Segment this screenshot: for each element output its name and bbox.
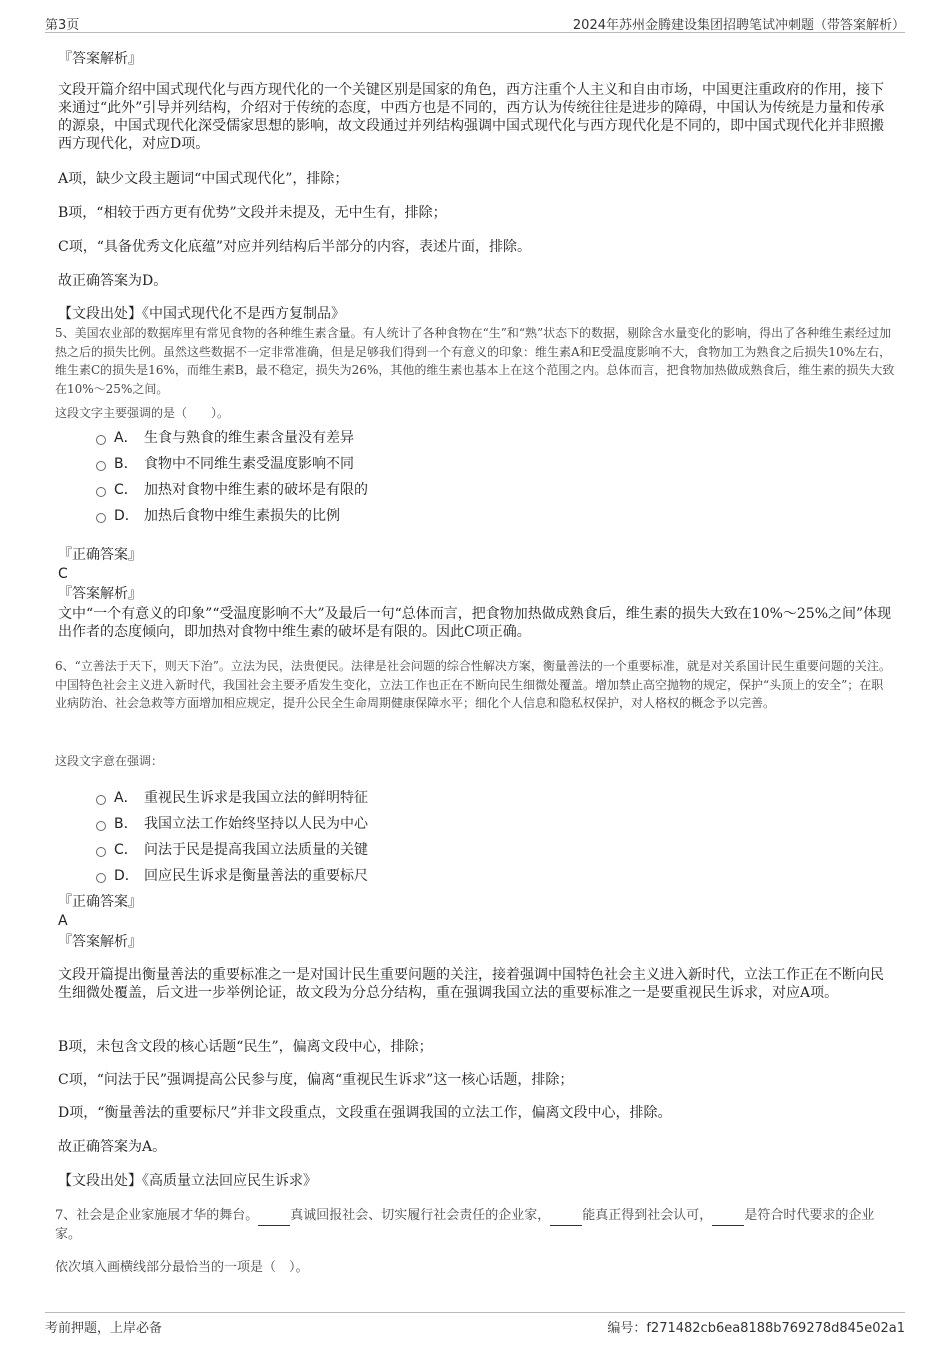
radio-icon[interactable] (96, 435, 106, 445)
radio-icon[interactable] (96, 847, 106, 857)
radio-icon[interactable] (96, 821, 106, 831)
blank-1 (258, 1207, 290, 1226)
q6-option-a[interactable]: A． 重视民生诉求是我国立法的鲜明特征 (96, 787, 368, 807)
q6-answer: A (58, 913, 68, 929)
q5-stem: 5、美国农业部的数据库里有常见食物的各种维生素含量。有人统计了各种食物在“生”和“熟”状态下的数据，剔除含水量变化的影响，得出了各种维生素经过加热之后的损失比例。虽然这些数据不一定非常准确，但是足够我们得到一个有意义的印象：维生素A和E受温度影响不大，食物加工为熟食之后损失10%左右，维生素C的损失是16%，而维生素B，最不稳定，损失为26%，其他的维生素也基本上在这个范围之内。总体而言，把食物加热做成熟食后，维生素的损失大致在10%～25%之间。 (55, 326, 895, 396)
q6-answer-label: 『正确答案』 (58, 894, 142, 910)
radio-icon[interactable] (96, 873, 106, 883)
q6-conclusion: 故正确答案为A。 (58, 1139, 167, 1155)
q4-source: 【文段出处】《中国式现代化不是西方复制品》 (58, 306, 345, 322)
q6-question: 这段文字意在强调： (55, 754, 164, 768)
q5-answer: C (58, 566, 68, 582)
document-id: 编号：f271482cb6ea8188b769278d845e02a1 (607, 1321, 905, 1336)
q6-option-d-note: D项，“衡量善法的重要标尺”并非文段重点，文段重在强调我国的立法工作，偏离文段中心，排除。 (58, 1105, 672, 1121)
q4-conclusion: 故正确答案为D。 (58, 273, 168, 289)
q6-option-b[interactable]: B． 我国立法工作始终坚持以人民为中心 (96, 813, 368, 833)
q6-option-c[interactable]: C． 问法于民是提高我国立法质量的关键 (96, 839, 368, 859)
q6-option-d[interactable]: D． 回应民生诉求是衡量善法的重要标尺 (96, 865, 368, 885)
q6-source: 【文段出处】《高质量立法回应民生诉求》 (58, 1173, 317, 1189)
footer-slogan: 考前押题，上岸必备 (45, 1321, 163, 1336)
q5-option-b[interactable]: B． 食物中不同维生素受温度影响不同 (96, 453, 354, 473)
radio-icon[interactable] (96, 513, 106, 523)
radio-icon[interactable] (96, 461, 106, 471)
radio-icon[interactable] (96, 795, 106, 805)
q5-option-d[interactable]: D． 加热后食物中维生素损失的比例 (96, 505, 340, 525)
q4-option-c-note: C项，“具备优秀文化底蕴”对应并列结构后半部分的内容，表述片面，排除。 (58, 239, 532, 255)
q6-analysis-text: 文段开篇提出衡量善法的重要标准之一是对国计民生重要问题的关注，接着强调中国特色社会主义进入新时代，立法工作正在不断向民生细微处覆盖，后文进一步举例论证，故文段为分总分结构，重在强调我国立法的重要标准之一是要重视民生诉求，对应A项。 (58, 967, 884, 1001)
page-header (45, 10, 905, 33)
document-title: 2024年苏州金腾建设集团招聘笔试冲刺题（带答案解析） (572, 18, 905, 33)
page-number: 第3页 (45, 18, 80, 33)
q5-analysis-text: 文中“一个有意义的印象”“受温度影响不大”及最后一句“总体而言，把食物加热做成熟食后，维生素的损失大致在10%～25%之间”体现出作者的态度倾向，即加热对食物中维生素的破坏是有限的。因此C项正确。 (58, 606, 892, 640)
q5-option-a[interactable]: A． 生食与熟食的维生素含量没有差异 (96, 427, 354, 447)
q6-option-b-note: B项，未包含文段的核心话题“民生”，偏离文段中心，排除； (58, 1039, 433, 1055)
blank-3 (712, 1207, 744, 1226)
q7-question: 依次填入画横线部分最恰当的一项是（ ）。 (55, 1260, 309, 1275)
radio-icon[interactable] (96, 487, 106, 497)
q6-analysis-label: 『答案解析』 (58, 934, 142, 950)
q7-stem: 7、社会是企业家施展才华的舞台。 真诚回报社会、切实履行社会责任的企业家， 能真正得到社会认可， 是符合时代要求的企业家。 (55, 1208, 875, 1242)
q5-analysis-label: 『答案解析』 (58, 586, 142, 602)
q4-analysis-text: 文段开篇介绍中国式现代化与西方现代化的一个关键区别是国家的角色，西方注重个人主义和自由市场，中国更注重政府的作用，接下来通过“此外”引导并列结构，介绍对于传统的态度，中西方也是不同的，西方认为传统往往是进步的障碍，中国认为传统是力量和传承的源泉，中国式现代化深受儒家思想的影响，故文段通过并列结构强调中国式现代化与西方现代化是不同的，即中国式现代化并非照搬西方现代化，对应D项。 (58, 82, 885, 152)
q5-option-c[interactable]: C． 加热对食物中维生素的破坏是有限的 (96, 479, 368, 499)
blank-2 (550, 1207, 582, 1226)
q4-option-b-note: B项，“相较于西方更有优势”文段并未提及，无中生有，排除； (58, 205, 447, 221)
q4-analysis-label: 『答案解析』 (58, 51, 142, 67)
q5-answer-label: 『正确答案』 (58, 547, 142, 563)
q6-stem: 6、“立善法于天下，则天下治”。立法为民，法贵便民。法律是社会问题的综合性解决方案，衡量善法的一个重要标准，就是对关系国计民生重要问题的关注。中国特色社会主义进入新时代，我国社会主要矛盾发生变化，立法工作也正在不断向民生细微处覆盖。增加禁止高空抛物的规定，保护“头顶上的安全”；在职业病防治、社会急救等方面增加相应规定，提升公民全生命周期健康保障水平；细化个人信息和隐私权保护，对人格权的概念予以完善。 (55, 659, 891, 710)
q6-option-c-note: C项，“问法于民”强调提高公民参与度，偏离“重视民生诉求”这一核心话题，排除； (58, 1072, 574, 1088)
page-footer (45, 1312, 905, 1339)
q4-option-a-note: A项，缺少文段主题词“中国式现代化”，排除； (58, 171, 349, 187)
q5-question: 这段文字主要强调的是（ ）。 (55, 406, 230, 420)
